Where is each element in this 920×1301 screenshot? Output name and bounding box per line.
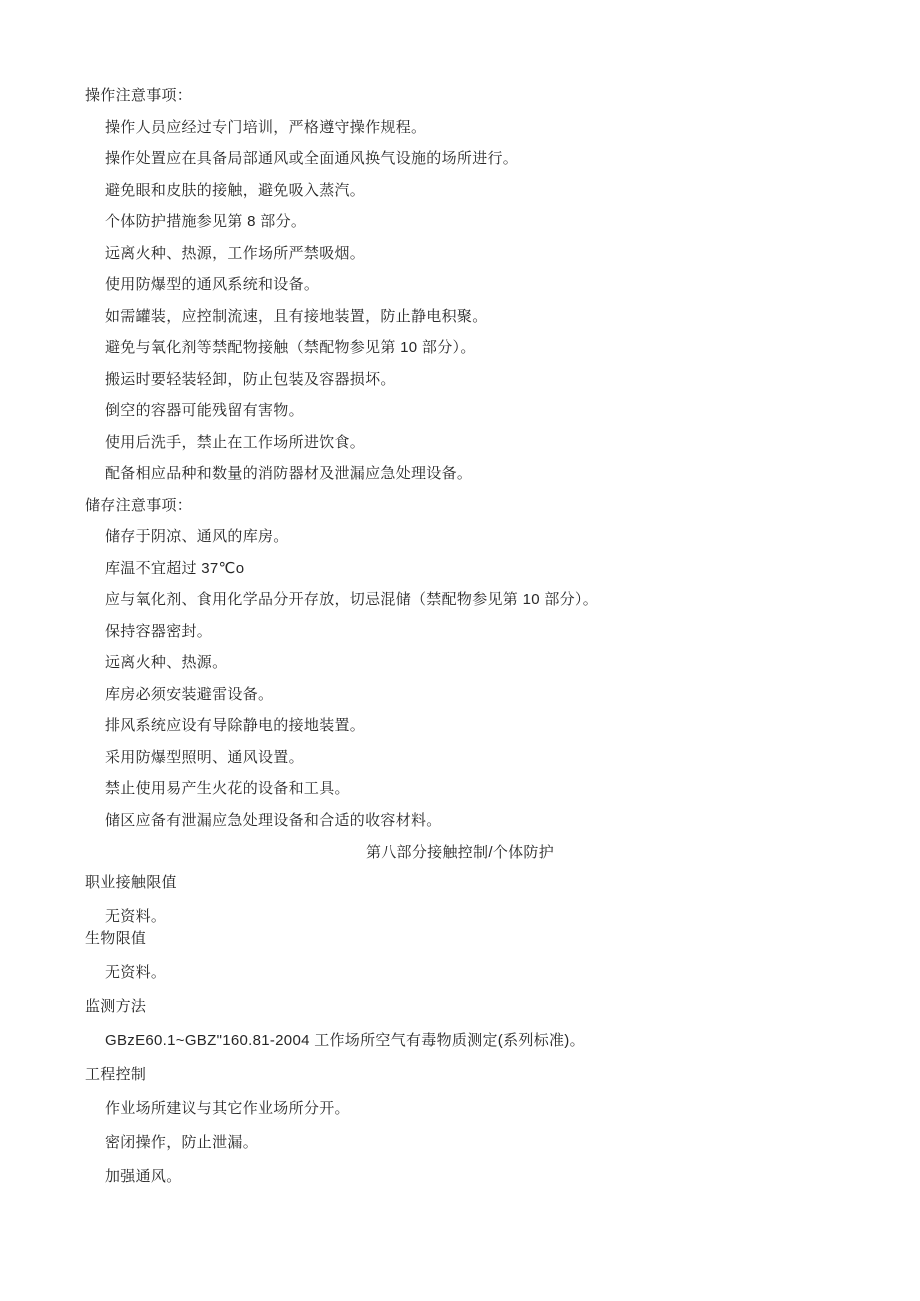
paragraph-line: 如需罐装，应控制流速，且有接地装置，防止静电积聚。: [105, 307, 488, 325]
paragraph-line: 库房必须安装避雷设备。: [105, 685, 274, 703]
paragraph-line: 避免与氧化剂等禁配物接触（禁配物参见第 10 部分）。: [105, 339, 476, 356]
field-label: 监测方法: [85, 997, 147, 1015]
paragraph-line: 排风系统应设有导除静电的接地装置。: [105, 717, 366, 734]
paragraph-line: 搬运时要轻装轻卸，防止包装及容器损坏。: [105, 370, 396, 388]
field-label: 操作注意事项：: [85, 87, 193, 104]
paragraph-line: 操作处置应在具备局部通风或全面通风换气设施的场所进行。: [105, 150, 519, 167]
section-heading: 第八部分接触控制/个体防护: [365, 843, 555, 861]
paragraph-line: 保持容器密封。: [105, 622, 213, 640]
paragraph-line: 倒空的容器可能残留有害物。: [105, 402, 304, 419]
paragraph-line: 避免眼和皮肤的接触，避免吸入蒸汽。: [105, 181, 366, 199]
paragraph-line: 个体防护措施参见第 8 部分。: [105, 213, 307, 230]
paragraph-line: 密闭操作，防止泄漏。: [105, 1133, 259, 1151]
paragraph-line: GBzE60.1~GBZ"160.81-2004 工作场所空气有毒物质测定(系列标准)。: [105, 1031, 585, 1049]
paragraph-line: 使用后洗手，禁止在工作场所进饮食。: [105, 433, 366, 451]
paragraph-line: 禁止使用易产生火花的设备和工具。: [105, 780, 350, 797]
field-label: 工程控制: [85, 1065, 147, 1083]
paragraph-line: 使用防爆型的通风系统和设备。: [105, 276, 320, 293]
field-label: 生物限值: [85, 929, 147, 947]
paragraph-line: 远离火种、热源。: [105, 654, 228, 671]
paragraph-line: 远离火种、热源，工作场所严禁吸烟。: [105, 244, 366, 262]
paragraph-line: 采用防爆型照明、通风设置。: [105, 748, 304, 766]
paragraph-line: 储存于阴凉、通风的库房。: [105, 528, 289, 545]
field-label: 职业接触限值: [85, 873, 177, 891]
paragraph-line: 配备相应品种和数量的消防器材及泄漏应急处理设备。: [105, 465, 473, 482]
paragraph-line: 无资料。: [105, 963, 167, 981]
paragraph-line: 无资料。: [105, 907, 167, 925]
paragraph-line: 作业场所建议与其它作业场所分开。: [105, 1099, 350, 1117]
paragraph-line: 储区应备有泄漏应急处理设备和合适的收容材料。: [105, 811, 442, 829]
paragraph-line: 库温不宜超过 37℃o: [105, 559, 245, 577]
paragraph-line: 加强通风。: [105, 1167, 182, 1185]
paragraph-line: 操作人员应经过专门培训，严格遵守操作规程。: [105, 118, 427, 136]
field-label: 储存注意事项：: [85, 496, 193, 514]
paragraph-line: 应与氧化剂、食用化学品分开存放，切忌混储（禁配物参见第 10 部分）。: [105, 591, 599, 608]
